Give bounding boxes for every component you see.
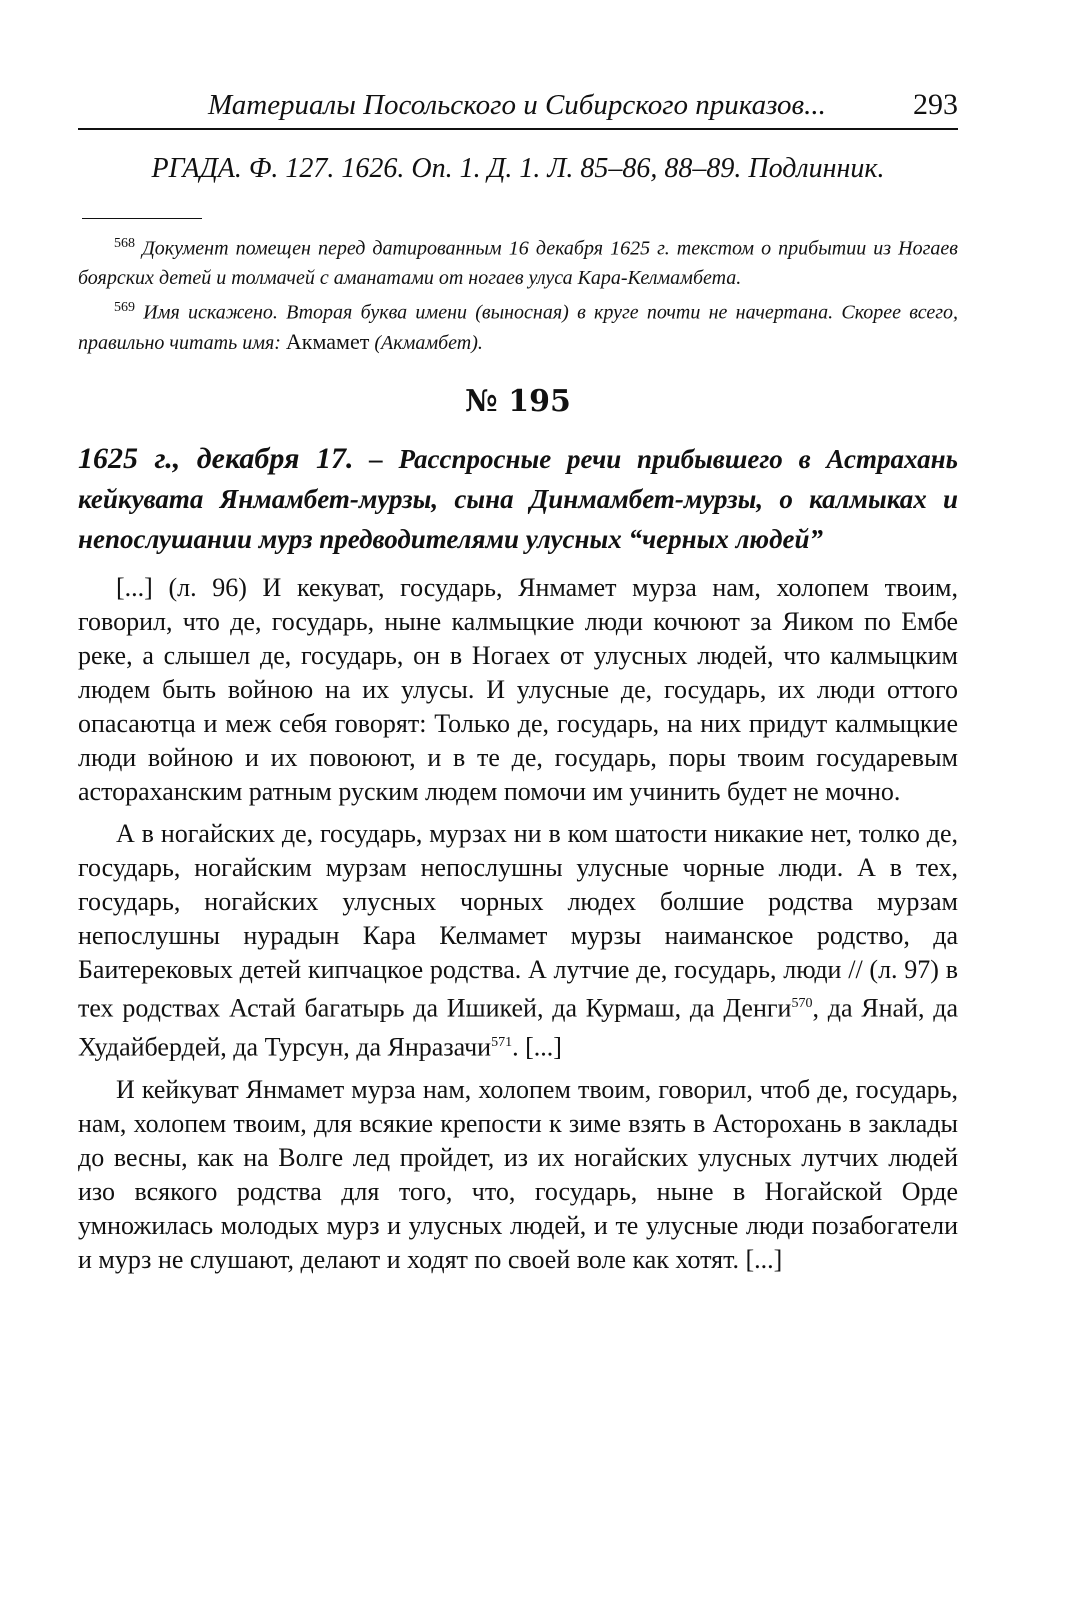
footnote-divider	[82, 218, 202, 219]
paragraph-text: А в ногайских де, государь, мурзах ни в ком шатости никакие нет, толко де, государь, ногайским мурзам непослушны улусные чорные люди. А в тех, государь, ногайских улусных чорных людех болшие родства мурзам непослушны нурадын Кара Келмамет мурзы наиманское родство, да Баитерековых детей кипчацкое родства. А лутчие де, государь, люди // (л. 97) в тех родствах Астай багатырь да Ишикей, да Курмаш, да Денги	[78, 819, 958, 1023]
body-paragraph-2	[78, 817, 958, 1064]
footnote-name-reading: Акмамет	[285, 329, 370, 355]
paragraph-text: . [...]	[512, 1032, 562, 1062]
paragraph-text: , да Янай, да Худайбердей, да Турсун, да Янразачи	[78, 993, 959, 1062]
running-header	[78, 88, 958, 130]
footnote-text: Имя искажено. Вторая буква имени (выносная) в круге почти не начертана. Скорее всего, правильно читать имя:	[78, 301, 959, 355]
footnotes	[78, 229, 958, 358]
footnote-ref-570: 570	[791, 996, 813, 1012]
document-number: № 195	[465, 384, 571, 420]
footnote-568	[78, 229, 958, 293]
document-date: 1625 г., декабря 17.	[78, 442, 354, 476]
footnote-number: 569	[114, 299, 135, 315]
footnote-text-end: (Акмамбет).	[369, 332, 483, 355]
footnote-ref-571: 571	[491, 1034, 513, 1050]
running-header-title: Материалы Посольского и Сибирского приказов...	[208, 89, 826, 121]
document-heading	[78, 439, 958, 559]
footnote-569	[78, 293, 958, 359]
footnote-number: 568	[114, 236, 135, 251]
document-page	[78, 88, 958, 1285]
body-paragraph-3: И кейкуват Янмамет мурза нам, холопем твоим, говорил, чтоб де, государь, нам, холопем твоим, для всякие крепости к зиме взять в Асторохань в заклады до весны, как на Волге лед пройдет, из их ногайских улусных лутчих людей изо всякого родства для того, что, государь, ныне в Ногайской Орде умножилась молодых мурз и улусных людей, и те улусные люди позабогатели и мурз не слушают, делают и ходят по своей воле как хотят. [...]	[78, 1074, 958, 1274]
archive-source-line: РГАДА. Ф. 127. 1626. Оп. 1. Д. 1. Л. 85–86, 88–89. Подлинник.	[151, 153, 885, 184]
footnote-text: Документ помещен перед датированным 16 декабря 1625 г. текстом о прибытии из Ногаев боярских детей и толмачей с аманатами от ногаев улуса Кара-Келмамбета.	[78, 237, 958, 289]
document-body	[78, 571, 958, 1276]
document-title: – Расспросные речи прибывшего в Астрахань кейкувата Янмамбет-мурзы, сына Динмамбет-мурзы, о калмыках и непослушании мурз предводителями улусных “черных людей”	[78, 444, 958, 555]
page-number: 293	[913, 88, 958, 121]
body-paragraph-1: [...] (л. 96) И кекуват, государь, Янмамет мурза нам, холопем твоим, говорил, что де, государь, ныне калмыцкие люди кочюют за Яиком по Ембе реке, а слышел де, государь, он в Ногаех от улусных людей, что калмыцким людем быть войною на их улусы. И улусные де, государь, их люди оттого опасаютца и меж себя говорят: Только де, государь, на них придут калмыцкие люди войною и их повоюют, и в те де, государь, поры твоим государевым астораханским ратным руским людем помочи им учинить будет не мочно.	[78, 573, 958, 807]
